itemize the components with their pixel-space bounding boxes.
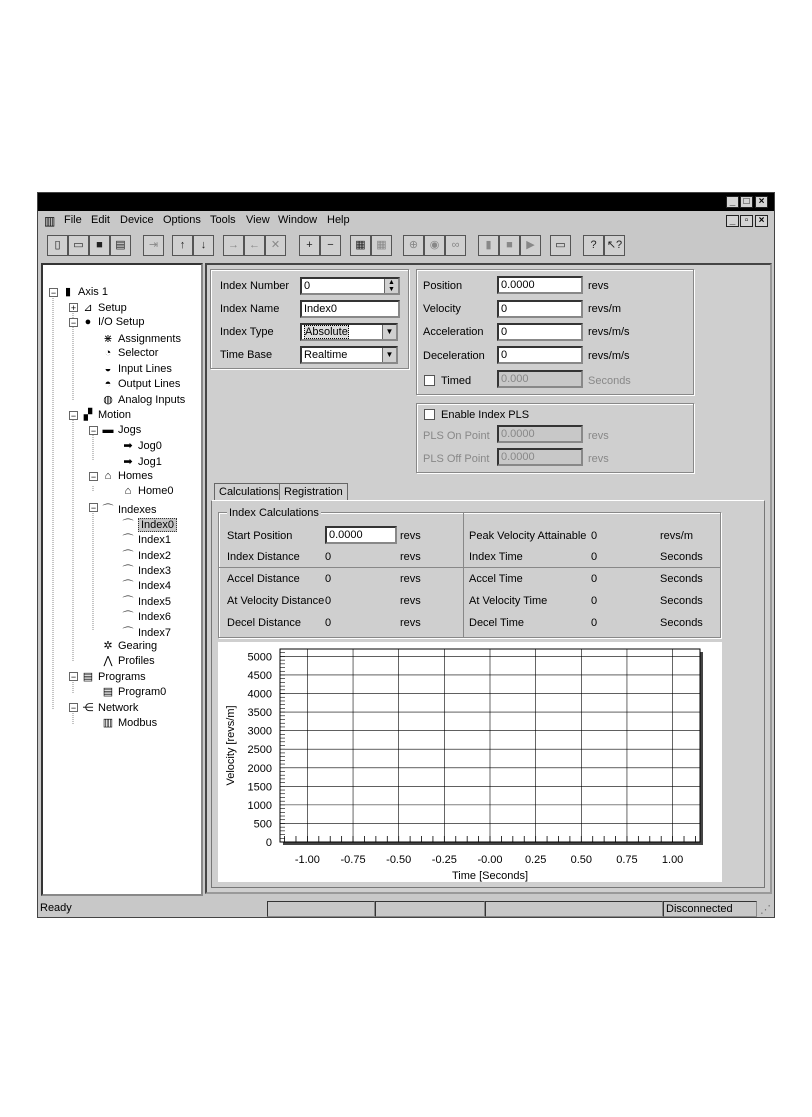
home-icon: ⌂ (104, 470, 112, 482)
expander-setup[interactable]: + (70, 303, 77, 313)
window-icon[interactable]: ▭ (550, 235, 571, 256)
velocity-chart-svg (218, 642, 722, 882)
tree-item-axis1[interactable]: ▮ Axis 1 (61, 285, 108, 298)
index-calculations-group (218, 507, 721, 638)
y-tick-label: 2000 (247, 762, 272, 775)
decel-time-value: 0 (591, 617, 598, 629)
at-velocity-time-label: At Velocity Time (469, 595, 548, 607)
expander-programs[interactable]: − (70, 672, 77, 682)
tab-calculations[interactable]: Calculations (214, 483, 284, 500)
jog-arrow-icon: ➡ (123, 456, 133, 468)
expander-axis[interactable]: − (50, 288, 57, 298)
print-icon[interactable]: ▤ (110, 235, 131, 256)
mdi-close-button[interactable]: × (755, 215, 768, 227)
start-position-label: Start Position (227, 530, 293, 542)
tree-item-profiles[interactable]: ⋀ Profiles (101, 654, 155, 667)
x-tick-label: -1.00 (294, 854, 320, 866)
y-tick-label: 4500 (247, 669, 272, 682)
index-profile-icon: ⌒ (122, 627, 134, 639)
jogs-icon: ▬ (102, 424, 114, 436)
save-icon[interactable]: ■ (89, 235, 110, 256)
calculations-title: Index Calculations (229, 507, 319, 519)
tree-item-input-lines[interactable]: ◒ Input Lines (101, 363, 172, 375)
index-time-value: 0 (591, 551, 598, 563)
remove-item-icon[interactable]: − (320, 235, 341, 256)
accel-time-label: Accel Time (469, 573, 523, 585)
tree-item-program0[interactable]: ▤ Program0 (102, 686, 167, 698)
program-icon: ▤ (82, 671, 94, 683)
expander-motion[interactable]: − (70, 411, 77, 421)
y-tick-label: 500 (253, 818, 272, 831)
watch-icon[interactable]: ◉ (424, 235, 445, 256)
step-out-icon[interactable]: ← (244, 235, 265, 256)
enable-pls-label: Enable Index PLS (441, 409, 530, 421)
position-input[interactable]: 0.0000 (497, 276, 583, 294)
decel-distance-label: Decel Distance (227, 617, 301, 629)
monitor-icon[interactable]: ∞ (445, 235, 466, 256)
index-settings-group (210, 269, 409, 369)
delete-icon[interactable]: ✕ (265, 235, 286, 256)
deceleration-input[interactable]: 0 (497, 346, 583, 364)
y-tick-label: 3000 (247, 725, 272, 738)
x-tick-label: -0.25 (431, 854, 457, 866)
motion-parameters-group (416, 269, 694, 395)
peak-velocity-label: Peak Velocity Attainable (469, 530, 587, 542)
tree-item-jog1[interactable]: ➡ Jog1 (121, 455, 162, 468)
drive-icon: ▮ (64, 286, 72, 298)
index-profile-icon: ⌒ (122, 565, 134, 577)
decel-time-unit: Seconds (660, 617, 703, 629)
motion-icon: ▞ (83, 409, 93, 421)
stop-icon[interactable]: ■ (499, 235, 520, 256)
decel-distance-unit: revs (400, 617, 421, 629)
device-icon[interactable]: ▮ (478, 235, 499, 256)
status-ready: Ready (40, 902, 72, 914)
accel-time-unit: Seconds (660, 573, 703, 585)
title-bar[interactable] (38, 193, 774, 211)
tree-item-index[interactable]: ⌒ Index1 (121, 531, 171, 547)
jog-arrow-icon: ➡ (123, 440, 133, 452)
x-tick-label: -0.00 (477, 854, 503, 866)
pls-off-unit: revs (588, 453, 609, 465)
at-velocity-distance-unit: revs (400, 595, 421, 607)
tree-item-index[interactable]: ⌒ Index6 (121, 608, 171, 624)
at-velocity-distance-value: 0 (325, 595, 332, 607)
analog-icon: ◍ (103, 394, 113, 406)
acceleration-label: Acceleration (423, 326, 484, 338)
input-lines-icon: ◒ (104, 363, 112, 375)
y-axis-label: Velocity [revs/m] (225, 705, 237, 786)
pls-off-label: PLS Off Point (423, 453, 490, 465)
setup-icon: ⊿ (83, 302, 93, 314)
vertical-divider (463, 513, 464, 637)
tree-item-selector[interactable]: ◔ Selector (101, 347, 158, 359)
tree-item-jog0[interactable]: ➡ Jog0 (121, 439, 162, 452)
status-panel-3 (485, 901, 663, 917)
chevron-down-icon[interactable]: ▼ (382, 348, 396, 362)
index-name-label: Index Name (220, 303, 280, 315)
tree-item-index[interactable]: ⌒ Index3 (121, 562, 171, 578)
tree-item-index[interactable]: ⌒ Index2 (121, 547, 171, 563)
menu-window[interactable]: Window (278, 214, 318, 226)
peak-velocity-unit: revs/m (660, 530, 693, 542)
timed-unit: Seconds (588, 375, 631, 387)
context-help-icon[interactable]: ↖? (604, 235, 625, 256)
chevron-down-icon[interactable]: ▼ (382, 325, 396, 339)
tab-registration[interactable]: Registration (279, 483, 348, 500)
menu-view[interactable]: View (246, 214, 270, 226)
velocity-unit: revs/m (588, 303, 621, 315)
spinner-arrows-icon[interactable]: ▲ ▼ (384, 279, 398, 293)
help-icon[interactable]: ? (583, 235, 604, 256)
expander-jogs[interactable]: − (90, 426, 97, 436)
new-file-icon[interactable]: ▯ (47, 235, 68, 256)
time-base-label: Time Base (220, 349, 273, 361)
menu-edit[interactable]: Edit (91, 214, 110, 226)
time-base-select[interactable]: Realtime ▼ (300, 346, 398, 364)
start-position-unit: revs (400, 530, 421, 542)
tree-item-index[interactable]: ⌒ Index0 (121, 516, 177, 532)
io-icon: ● (84, 316, 92, 328)
selector-icon: ◔ (104, 347, 112, 359)
index-number-spinner[interactable]: 0 ▲ ▼ (300, 277, 400, 295)
expander-indexes[interactable]: − (90, 503, 97, 513)
y-tick-label: 0 (265, 837, 272, 849)
index-type-select[interactable]: Absolute ▼ (300, 323, 398, 341)
expander-network[interactable]: − (70, 703, 77, 713)
accel-distance-value: 0 (325, 573, 332, 585)
tree-item-gearing[interactable]: ✲ Gearing (101, 639, 157, 652)
index-profile-icon: ⌒ (122, 580, 134, 592)
tree-item-index[interactable]: ⌒ Index4 (121, 577, 171, 593)
decel-time-label: Decel Time (469, 617, 525, 629)
mdi-restore-button[interactable]: ▫ (740, 215, 753, 227)
tree-item-jogs[interactable]: ▬ Jogs (102, 424, 142, 436)
index-distance-label: Index Distance (227, 551, 300, 563)
tree-item-index[interactable]: ⌒ Index5 (121, 593, 171, 609)
x-tick-label: -0.50 (386, 854, 412, 866)
device-tree (41, 263, 203, 896)
menu-bar (38, 211, 774, 230)
timed-input[interactable]: 0.000 (497, 370, 583, 388)
acceleration-input[interactable]: 0 (497, 323, 583, 341)
maximize-button[interactable]: □ (740, 196, 753, 208)
output-lines-icon: ◓ (104, 378, 112, 390)
x-axis-label: Time [Seconds] (451, 870, 529, 882)
status-bar (38, 901, 774, 917)
tree-item-network[interactable]: ⋲ Network (82, 702, 139, 714)
position-label: Position (423, 280, 463, 292)
program-icon: ▤ (102, 686, 114, 698)
x-tick-label: 1.00 (661, 854, 684, 866)
properties-alt-icon[interactable]: ▦ (371, 235, 392, 256)
at-velocity-time-unit: Seconds (660, 595, 703, 607)
menu-device[interactable]: Device (120, 214, 154, 226)
expander-io-setup[interactable]: − (70, 318, 77, 328)
gear-icon: ✲ (103, 640, 113, 652)
index-profile-icon: ⌒ (122, 519, 134, 531)
position-unit: revs (588, 280, 609, 292)
x-tick-label: -0.75 (340, 854, 366, 866)
tree-item-setup[interactable]: ⊿ Setup (81, 301, 127, 314)
tree-item-homes[interactable]: ⌂ Homes (101, 470, 153, 482)
accel-distance-unit: revs (400, 573, 421, 585)
start-position-input[interactable]: 0.0000 (325, 526, 397, 544)
tree-item-indexes[interactable]: ⌒ Indexes (101, 501, 157, 517)
status-panel-2 (375, 901, 485, 917)
x-tick-label: 0.50 (570, 854, 593, 866)
resize-grip-icon[interactable]: ⋰ (760, 904, 771, 916)
pls-on-unit: revs (588, 430, 609, 442)
index-distance-unit: revs (400, 551, 421, 563)
velocity-input[interactable]: 0 (497, 300, 583, 318)
pls-off-input[interactable]: 0.0000 (497, 448, 583, 466)
index-profile-icon: ⌒ (102, 504, 114, 516)
accel-time-value: 0 (591, 573, 598, 585)
y-tick-label: 1500 (247, 781, 272, 794)
tree-item-programs[interactable]: ▤ Programs (82, 671, 146, 683)
timed-label: Timed (441, 375, 472, 387)
tree-item-assignments[interactable]: ⋇ Assignments (101, 332, 181, 345)
mdi-minimize-button[interactable]: _ (726, 215, 739, 227)
horizontal-divider (219, 567, 720, 568)
modbus-icon: ▥ (102, 717, 114, 729)
app-icon: ▥ (44, 214, 56, 228)
index-profile-icon: ⌒ (122, 534, 134, 546)
deceleration-label: Deceleration (423, 350, 485, 362)
minimize-button[interactable]: _ (726, 196, 739, 208)
tree-item-modbus[interactable]: ▥ Modbus (102, 717, 158, 729)
menu-options[interactable]: Options (163, 214, 201, 226)
network-icon: ⋲ (82, 702, 94, 714)
x-tick-label: 0.75 (616, 854, 638, 866)
status-panel-1 (267, 901, 375, 917)
index-type-label: Index Type (220, 326, 274, 338)
open-folder-icon[interactable]: ▭ (68, 235, 89, 256)
run-icon[interactable]: ▶ (520, 235, 541, 256)
tree-item-io-setup[interactable]: ● I/O Setup (81, 316, 144, 328)
y-tick-label: 4000 (247, 688, 272, 701)
step-in-icon[interactable]: → (223, 235, 244, 256)
home-icon: ⌂ (124, 485, 132, 497)
assignments-icon: ⋇ (103, 333, 113, 345)
deceleration-unit: revs/m/s (588, 350, 630, 362)
export-icon[interactable]: ⇥ (143, 235, 164, 256)
index-profile-icon: ⌒ (122, 596, 134, 608)
tree-item-analog-inputs[interactable]: ◍ Analog Inputs (101, 393, 185, 406)
menu-file[interactable]: File (64, 214, 82, 226)
accel-distance-label: Accel Distance (227, 573, 300, 585)
decel-distance-value: 0 (325, 617, 332, 629)
toolbar (38, 231, 774, 261)
velocity-label: Velocity (423, 303, 461, 315)
profiles-icon: ⋀ (103, 655, 113, 667)
timed-checkbox[interactable] (424, 375, 435, 386)
index-time-unit: Seconds (660, 551, 703, 563)
y-tick-label: 5000 (247, 651, 272, 664)
at-velocity-time-value: 0 (591, 595, 598, 607)
index-time-label: Index Time (469, 551, 523, 563)
tree-item-index[interactable]: ⌒ Index7 (121, 624, 171, 640)
enable-pls-checkbox[interactable] (424, 409, 435, 420)
index-profile-icon: ⌒ (122, 550, 134, 562)
peak-velocity-value: 0 (591, 530, 598, 542)
close-button[interactable]: × (755, 196, 768, 208)
acceleration-unit: revs/m/s (588, 326, 630, 338)
index-number-label: Index Number (220, 280, 290, 292)
x-tick-label: 0.25 (524, 854, 547, 866)
add-item-icon[interactable]: + (299, 235, 320, 256)
properties-icon[interactable]: ▦ (350, 235, 371, 256)
expander-homes[interactable]: − (90, 472, 97, 482)
velocity-profile-chart (218, 642, 722, 882)
index-name-input[interactable]: Index0 (300, 300, 400, 318)
zoom-icon[interactable]: ⊕ (403, 235, 424, 256)
pls-on-label: PLS On Point (423, 430, 490, 442)
at-velocity-distance-label: At Velocity Distance (227, 595, 325, 607)
menu-help[interactable]: Help (327, 214, 350, 226)
index-distance-value: 0 (325, 551, 332, 563)
tree-item-home0[interactable]: ⌂ Home0 (121, 485, 173, 497)
y-tick-label: 3500 (247, 707, 272, 720)
download-icon[interactable]: ↓ (193, 235, 214, 256)
upload-icon[interactable]: ↑ (172, 235, 193, 256)
index-pls-group (416, 403, 694, 473)
tree-item-motion[interactable]: ▞ Motion (81, 408, 131, 421)
pls-on-input[interactable]: 0.0000 (497, 425, 583, 443)
status-connection: Disconnected (663, 901, 757, 917)
index-profile-icon: ⌒ (122, 611, 134, 623)
tree-item-output-lines[interactable]: ◓ Output Lines (101, 378, 180, 390)
menu-tools[interactable]: Tools (210, 214, 236, 226)
y-tick-label: 1000 (247, 799, 272, 812)
y-tick-label: 2500 (247, 744, 272, 757)
